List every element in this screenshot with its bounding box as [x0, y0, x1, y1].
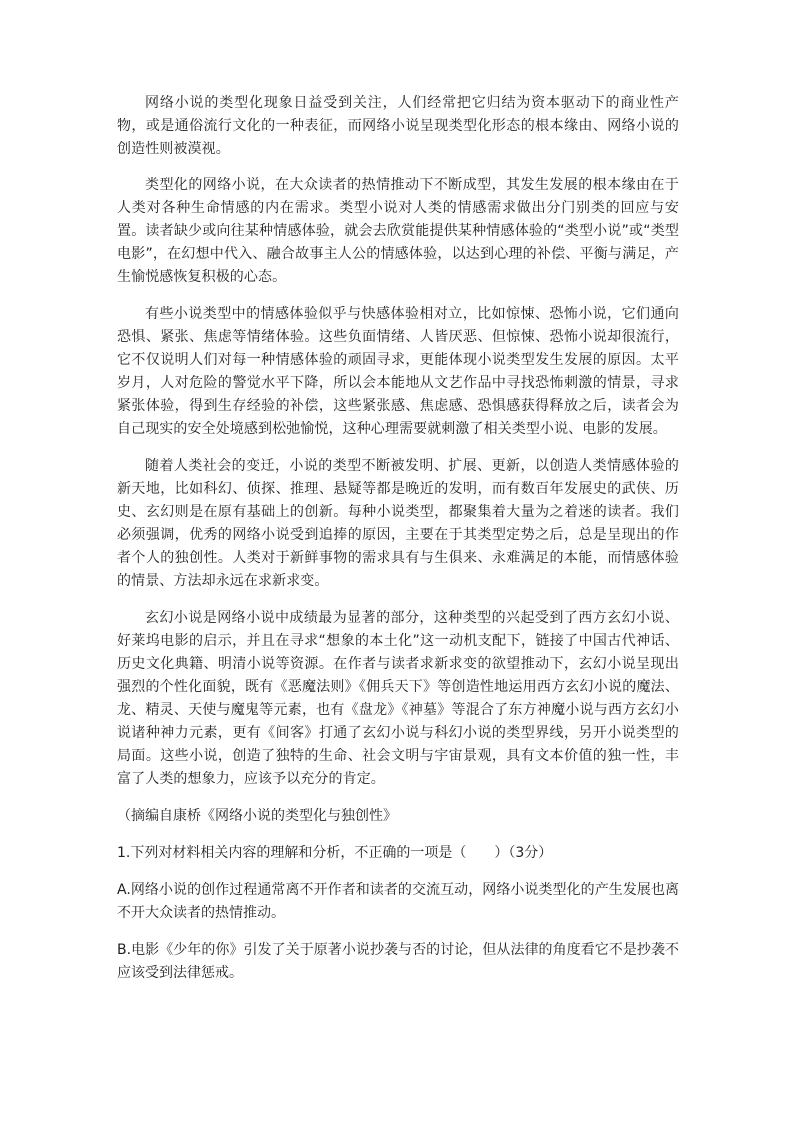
article-paragraph-2: 类型化的网络小说，在大众读者的热情推动下不断成型，其发生发展的根本缘由在于人类对各种生命情感的内在需求。类型小说对人类的情感需求做出分门别类的回应与安置。读者缺少或向往某种情感体验，就会去欣赏能提供某种情感体验的“类型小说”或“类型电影”，在幻想中代入、融合故事主人公的情感体验，以达到心理的补偿、平衡与满足，产生愉悦感恢复积极的心态。 — [117, 177, 679, 285]
question-option-b: B.电影《少年的你》引发了关于原著小说抄袭与否的讨论，但从法律的角度看它不是抄袭不应该受到法律惩戒。 — [117, 942, 679, 981]
article-paragraph-3: 有些小说类型中的情感体验似乎与快感体验相对立，比如惊悚、恐怖小说，它们通向恐惧、紧张、焦虑等情绪体验。这些负面情绪、人皆厌恶、但惊悚、恐怖小说却很流行，它不仅说明人们对每一种情感体验的顽固寻求，更能体现小说类型发生发展的原因。太平岁月，人对危险的警觉水平下降，所以会本能地从文艺作品中寻找恐怖刺激的情景，寻求紧张体验，得到生存经验的补偿，这些紧张感、焦虑感、恐惧感获得释放之后，读者会为自己现实的安全处境感到松弛愉悦，这种心理需要就刺激了相关类型小说、电影的发展。 — [117, 306, 679, 437]
question-option-a: A.网络小说的创作过程通常离不开作者和读者的交流互动，网络小说类型化的产生发展也离不开大众读者的热情推动。 — [117, 882, 679, 921]
article-source: （摘编自康桥《网络小说的类型化与独创性》 — [117, 808, 397, 824]
document-page — [117, 92, 679, 999]
article-paragraph-5: 玄幻小说是网络小说中成绩最为显著的部分，这种类型的兴起受到了西方玄幻小说、好莱坞电影的启示，并且在寻求“想象的本土化”这一动机支配下，链接了中国古代神话、历史文化典籍、明清小说等资源。在作者与读者求新求变的欲望推动下，玄幻小说呈现出强烈的个性化面貌，既有《恶魔法则》《佣兵天下》等创造性地运用西方玄幻小说的魔法、龙、精灵、天使与魔鬼等元素，也有《盘龙》《神墓》等混合了东方神魔小说与西方玄幻小说诸种神力元素，更有《间客》打通了玄幻小说与科幻小说的类型界线，另开小说类型的局面。这些小说，创造了独特的生命、社会文明与宇宙景观，具有文本价值的独一性，丰富了人类的想象力，应该予以充分的肯定。 — [117, 610, 679, 787]
article-paragraph-1: 网络小说的类型化现象日益受到关注，人们经常把它归结为资本驱动下的商业性产物，或是通俗流行文化的一种表征，而网络小说呈现类型化形态的根本缘由、网络小说的创造性则被漠视。 — [117, 95, 679, 157]
article-paragraph-4: 随着人类社会的变迁，小说的类型不断被发明、扩展、更新，以创造人类情感体验的新天地，比如科幻、侦探、推理、悬疑等都是晚近的发明，而有数百年发展史的武侠、历史、玄幻则是在原有基础上的创新。每种小说类型，都聚集着大量为之着迷的读者。我们必须强调，优秀的网络小说受到追捧的原因，主要在于其类型定势之后，总是呈现出的作者个人的独创性。人类对于新鲜事物的需求具有与生俱来、永难满足的本能，而情感体验的情景、方法却永远在求新求变。 — [117, 458, 679, 589]
question-stem: 1.下列对材料相关内容的理解和分析，不正确的一项是（ ）（3分） — [117, 845, 553, 861]
